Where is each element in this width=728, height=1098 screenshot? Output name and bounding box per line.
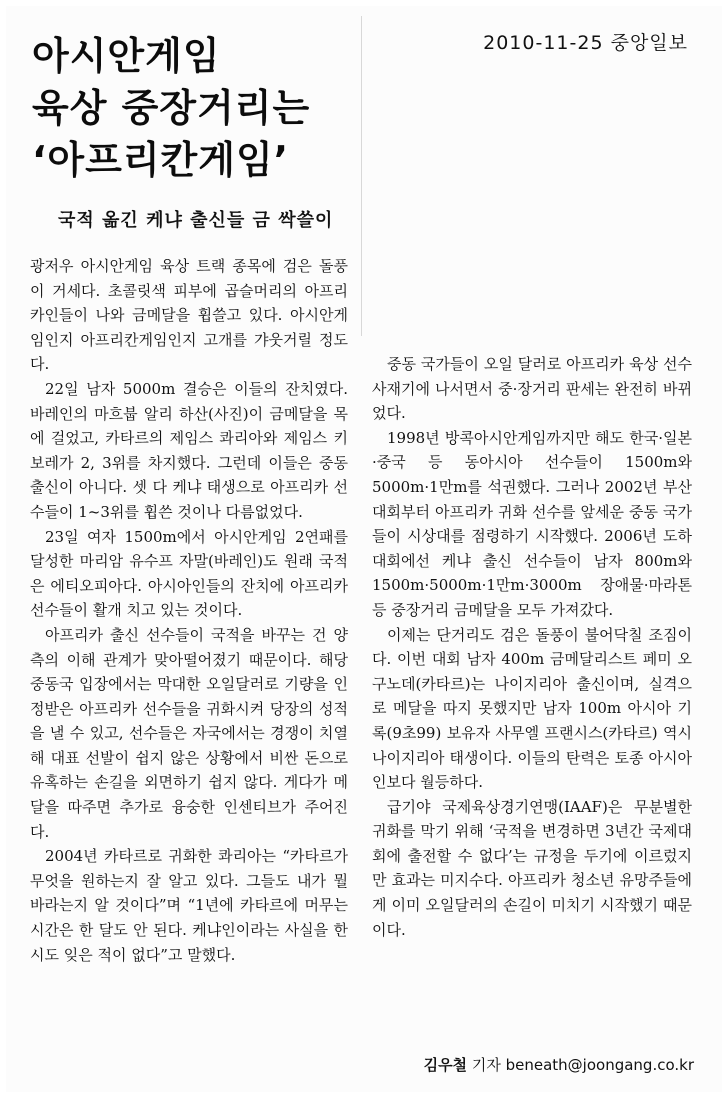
paragraph: 이제는 단거리도 검은 돌풍이 불어닥칠 조짐이다. 이번 대회 남자 400m 금메달리스트 페미 오구노데(카타르)는 나이지리아 출신이며, 실격으로 메달을 따지 못했지만 남자 100m 아시아 기록(9초99) 보유자 사무엘 프랜시스(카타르) 역시 나이지리아 태생이다. 이들의 탄력은 토종 아시아인보다 월등하다.: [372, 625, 692, 792]
paragraph: 중동 국가들이 오일 달러로 아프리카 육상 선수 사재기에 나서면서 중·장거리 판세는 완전히 바뀌었다.: [372, 355, 692, 423]
paragraph: 1998년 방콕아시안게임까지만 해도 한국·일본·중국 등 동아시아 선수들이 1500m와 5000m·1만m를 석권했다. 그러나 2002년 부산 대회부터 아프리카 귀화 선수를 앞세운 중동 국가들이 시상대를 점령하기 시작했다. 2006년 도하 대회에선 케냐 출신 선수들이 남자 800m와 1500m·5000m·1만m·3000m 장애물·마라톤 등 중장거리 금메달을 모두 가져갔다.: [372, 428, 692, 619]
paragraph: 급기야 국제육상경기연맹(IAAF)은 무분별한 귀화를 막기 위해 ‘국적을 변경하면 3년간 국제대회에 출전할 수 없다’는 규정을 두기에 이르렀지만 효과는 미지수다. 아프리카 청소년 유망주들에게 이미 오일달러의 손길이 미치기 시작했기 때문이다.: [372, 797, 692, 939]
byline-role: 기자: [471, 1056, 501, 1074]
headline: [32, 30, 452, 186]
newspaper-clipping: [6, 6, 722, 1092]
article-column-left: [30, 254, 348, 967]
byline: [424, 1054, 694, 1075]
paragraph: 광저우 아시안게임 육상 트랙 종목에 검은 돌풍이 거세다. 초콜릿색 피부에 곱슬머리의 아프리카인들이 나와 금메달을 휩쓸고 있다. 아시안게임인지 아프리칸게임인지 고개를 갸웃거릴 정도다.: [30, 257, 348, 374]
article-column-right: [372, 352, 692, 942]
byline-email: beneath@joongang.co.kr: [505, 1056, 694, 1074]
paragraph: 23일 여자 1500m에서 아시안게임 2연패를 달성한 마리암 유수프 자말(바레인)도 원래 국적은 에티오피아다. 아시아인들의 잔치에 아프리카 선수들이 활개 치고 있는 것이다.: [30, 527, 348, 620]
paragraph: 아프리카 출신 선수들이 국적을 바꾸는 건 양측의 이해 관계가 맞아떨어졌기 때문이다. 해당 중동국 입장에서는 막대한 오일달러로 기량을 인정받은 아프리카 선수들을 귀화시켜 당장의 성적을 낼 수 있고, 선수들은 자국에서는 경쟁이 치열해 대표 선발이 쉽지 않은 상황에서 비싼 돈으로 유혹하는 손길을 외면하기 쉽지 않다. 게다가 메달을 따주면 추가로 융숭한 인센티브가 주어진다.: [30, 625, 348, 841]
headline-line-1: 아시안게임: [32, 34, 221, 78]
paragraph: 22일 남자 5000m 결승은 이들의 잔치였다. 바레인의 마흐붑 알리 하산(사진)이 금메달을 목에 걸었고, 카타르의 제임스 콰리아와 제임스 키보레가 2, 3위를 차지했다. 그런데 이들은 중동 출신이 아니다. 셋 다 케냐 태생으로 아프리카 선수들이 1~3위를 휩쓴 것이나 다름없었다.: [30, 379, 348, 521]
dateline: 2010-11-25 중앙일보: [483, 32, 688, 54]
headline-line-2: 육상 중장거리는: [32, 86, 311, 130]
subheadline: 국적 옮긴 케냐 출신들 금 싹쓸이: [58, 210, 334, 231]
headline-line-3: ‘아프리칸게임’: [32, 138, 290, 182]
byline-author: 김우철: [423, 1056, 468, 1074]
paragraph: 2004년 카타르로 귀화한 콰리아는 “카타르가 무엇을 원하는지 잘 알고 있다. 그들도 내가 뭘 바라는지 알 것이다”며 “1년에 카타르에 머무는 시간은 한 달도 안 된다. 케냐인이라는 사실을 한시도 잊은 적이 없다”고 말했다.: [30, 847, 348, 964]
